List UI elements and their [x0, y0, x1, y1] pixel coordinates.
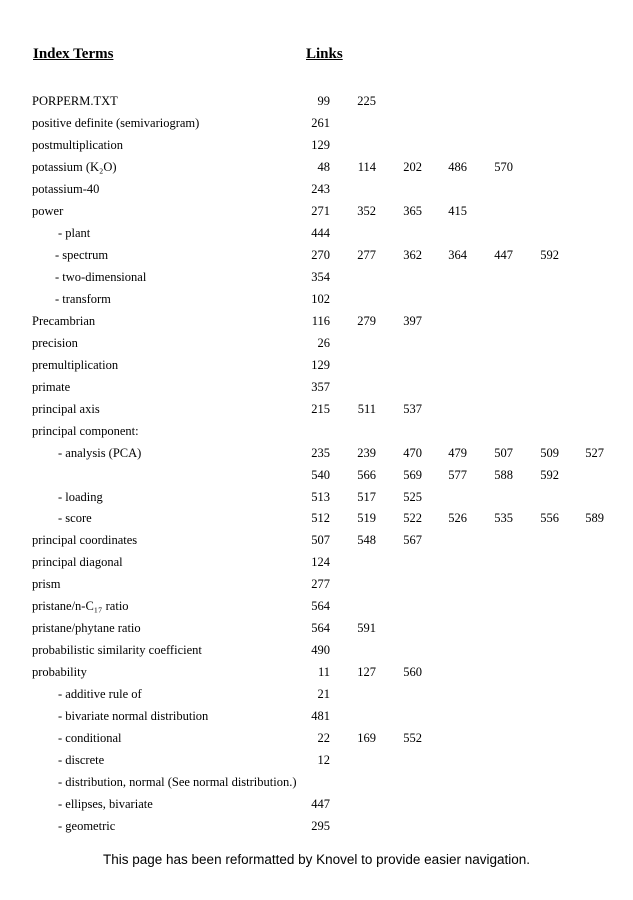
- index-entry: [0, 226, 633, 244]
- page-link[interactable]: 169: [357, 731, 376, 746]
- page-link[interactable]: 517: [357, 489, 376, 504]
- page-link[interactable]: 591: [357, 621, 376, 636]
- index-entry: [0, 731, 633, 749]
- page-link[interactable]: 225: [357, 94, 376, 108]
- page-link[interactable]: 577: [448, 467, 467, 482]
- page-link[interactable]: 470: [403, 445, 422, 460]
- page-link[interactable]: 102: [311, 291, 330, 306]
- index-term: - spectrum: [55, 247, 109, 262]
- page-link[interactable]: 535: [494, 511, 513, 526]
- page-link[interactable]: 540: [311, 467, 330, 482]
- index-term: - discrete: [58, 753, 105, 768]
- page-link[interactable]: 21: [317, 687, 330, 702]
- page-link[interactable]: 511: [357, 401, 376, 416]
- index-entry: [0, 358, 633, 376]
- index-term: precision: [32, 335, 78, 350]
- index-entry: [0, 665, 633, 683]
- index-entry: [0, 424, 633, 442]
- page-link[interactable]: 527: [585, 445, 604, 460]
- page-link[interactable]: 548: [357, 533, 376, 548]
- page-link[interactable]: 552: [403, 731, 422, 746]
- page-link[interactable]: 479: [448, 445, 467, 460]
- index-entry: [0, 402, 633, 420]
- index-term: - bivariate normal distribution: [58, 709, 209, 724]
- page-link[interactable]: 519: [357, 511, 376, 526]
- page-link[interactable]: 522: [403, 511, 422, 526]
- index-entry: [0, 577, 633, 595]
- index-entry: [0, 555, 633, 573]
- page-link[interactable]: 365: [403, 203, 422, 218]
- index-term: pristane/n-C₁₇ ratio: [32, 599, 129, 614]
- index-term: potassium-40: [32, 181, 100, 196]
- index-term: probabilistic similarity coefficient: [32, 643, 202, 658]
- page-link[interactable]: 362: [403, 247, 422, 262]
- index-entry: [0, 248, 633, 266]
- page-link[interactable]: 124: [311, 555, 330, 570]
- page-link[interactable]: 566: [357, 467, 376, 482]
- page-link[interactable]: 397: [403, 313, 422, 328]
- page-link[interactable]: 239: [357, 445, 376, 460]
- index-term: prism: [32, 577, 61, 592]
- page-link[interactable]: 129: [311, 137, 330, 152]
- page-link[interactable]: 588: [494, 467, 513, 482]
- index-entry: [0, 797, 633, 815]
- index-entry: [0, 270, 633, 288]
- index-entry: [0, 292, 633, 310]
- index-entry: [0, 599, 633, 617]
- index-term: - analysis (PCA): [58, 445, 142, 460]
- index-term: pristane/phytane ratio: [32, 621, 141, 636]
- page-link[interactable]: 270: [311, 247, 330, 262]
- page-link[interactable]: 357: [311, 379, 330, 394]
- page-link[interactable]: 569: [403, 467, 422, 482]
- index-term: - additive rule of: [58, 687, 142, 702]
- page-link[interactable]: 589: [585, 511, 604, 526]
- index-term: positive definite (semivariogram): [32, 116, 200, 130]
- page-link[interactable]: 243: [311, 181, 330, 196]
- index-entry: [0, 490, 633, 508]
- page-link[interactable]: 556: [540, 511, 559, 526]
- index-term: - transform: [55, 291, 111, 306]
- links-heading: Links: [306, 46, 343, 62]
- index-entry: [0, 182, 633, 200]
- page-link[interactable]: 279: [357, 313, 376, 328]
- page-link[interactable]: 512: [311, 511, 330, 526]
- page-link[interactable]: 564: [311, 621, 330, 636]
- page-link[interactable]: 235: [311, 445, 330, 460]
- page-link[interactable]: 560: [403, 665, 422, 680]
- index-term: premultiplication: [32, 357, 119, 372]
- page-link[interactable]: 114: [357, 159, 376, 174]
- index-term: - ellipses, bivariate: [58, 797, 153, 811]
- page-link[interactable]: 447: [311, 797, 330, 811]
- page-link[interactable]: 509: [540, 445, 559, 460]
- index-entry: [0, 621, 633, 639]
- page-link[interactable]: 99: [317, 94, 330, 108]
- index-term: probability: [32, 665, 87, 680]
- page-link[interactable]: 444: [311, 225, 330, 240]
- index-term: principal axis: [32, 401, 100, 416]
- page-link[interactable]: 513: [311, 489, 330, 504]
- index-term: power: [32, 203, 64, 218]
- index-entry: [0, 775, 633, 793]
- index-term: principal component:: [32, 423, 139, 438]
- index-entry: [0, 314, 633, 332]
- page-link[interactable]: 12: [317, 753, 330, 768]
- page-link[interactable]: 570: [494, 159, 513, 174]
- page-link[interactable]: 486: [448, 159, 467, 174]
- index-entry: [0, 511, 633, 529]
- index-term: principal diagonal: [32, 555, 123, 570]
- page-link[interactable]: 592: [540, 467, 559, 482]
- index-entry: [0, 687, 633, 705]
- page-link[interactable]: 415: [448, 203, 467, 218]
- index-entry: [0, 336, 633, 354]
- index-entry: [0, 204, 633, 222]
- index-term: - score: [58, 511, 92, 526]
- index-entry: [0, 819, 633, 837]
- page-link[interactable]: 261: [311, 116, 330, 130]
- page-link[interactable]: 271: [311, 203, 330, 218]
- index-term: principal coordinates: [32, 533, 138, 548]
- index-entry: [0, 643, 633, 661]
- index-entry: [0, 138, 633, 156]
- page-link[interactable]: 507: [494, 445, 513, 460]
- index-entry: [0, 116, 633, 134]
- page-link[interactable]: 277: [357, 247, 376, 262]
- index-entry: [0, 709, 633, 727]
- page-link[interactable]: 525: [403, 489, 422, 504]
- page-link[interactable]: 354: [311, 269, 330, 284]
- page-link[interactable]: 507: [311, 533, 330, 548]
- page-link[interactable]: 481: [311, 709, 330, 724]
- index-terms-heading: Index Terms: [33, 46, 114, 62]
- page-link[interactable]: 22: [317, 731, 330, 746]
- index-term: - distribution, normal (See normal distribution.): [58, 775, 297, 790]
- index-term: Precambrian: [32, 313, 96, 328]
- page-link[interactable]: 11: [317, 665, 330, 680]
- page-link[interactable]: 48: [317, 159, 330, 174]
- page-link[interactable]: 352: [357, 203, 376, 218]
- index-entry: [0, 94, 633, 112]
- index-entry: [0, 160, 633, 178]
- page-link[interactable]: 537: [403, 401, 422, 416]
- page-link[interactable]: 564: [311, 599, 330, 614]
- page-link[interactable]: 202: [403, 159, 422, 174]
- page-link[interactable]: 129: [311, 357, 330, 372]
- index-term: potassium (K₂O): [32, 159, 117, 174]
- page-link[interactable]: 567: [403, 533, 422, 548]
- index-entry: [0, 533, 633, 551]
- page-link[interactable]: 26: [317, 335, 330, 350]
- index-term: postmultiplication: [32, 137, 123, 152]
- index-entry: [0, 380, 633, 398]
- page-link[interactable]: 526: [448, 511, 467, 526]
- index-term: - geometric: [58, 819, 116, 833]
- index-term: primate: [32, 379, 71, 394]
- index-entry: [0, 468, 633, 486]
- page-link[interactable]: 116: [311, 313, 330, 328]
- index-term: PORPERM.TXT: [32, 94, 118, 108]
- page-link[interactable]: 490: [311, 643, 330, 658]
- index-term: - loading: [58, 489, 103, 504]
- page-link[interactable]: 295: [311, 819, 330, 833]
- page-link[interactable]: 277: [311, 577, 330, 592]
- page-link[interactable]: 215: [311, 401, 330, 416]
- page-link[interactable]: 447: [494, 247, 513, 262]
- index-entry: [0, 446, 633, 464]
- page-link[interactable]: 592: [540, 247, 559, 262]
- knovel-footer-note: This page has been reformatted by Knovel to provide easier navigation.: [102, 852, 530, 867]
- index-term: - two-dimensional: [55, 269, 147, 284]
- page-link[interactable]: 127: [357, 665, 376, 680]
- index-term: - conditional: [58, 731, 122, 746]
- index-entry: [0, 753, 633, 771]
- page-link[interactable]: 364: [448, 247, 467, 262]
- index-term: - plant: [58, 225, 91, 240]
